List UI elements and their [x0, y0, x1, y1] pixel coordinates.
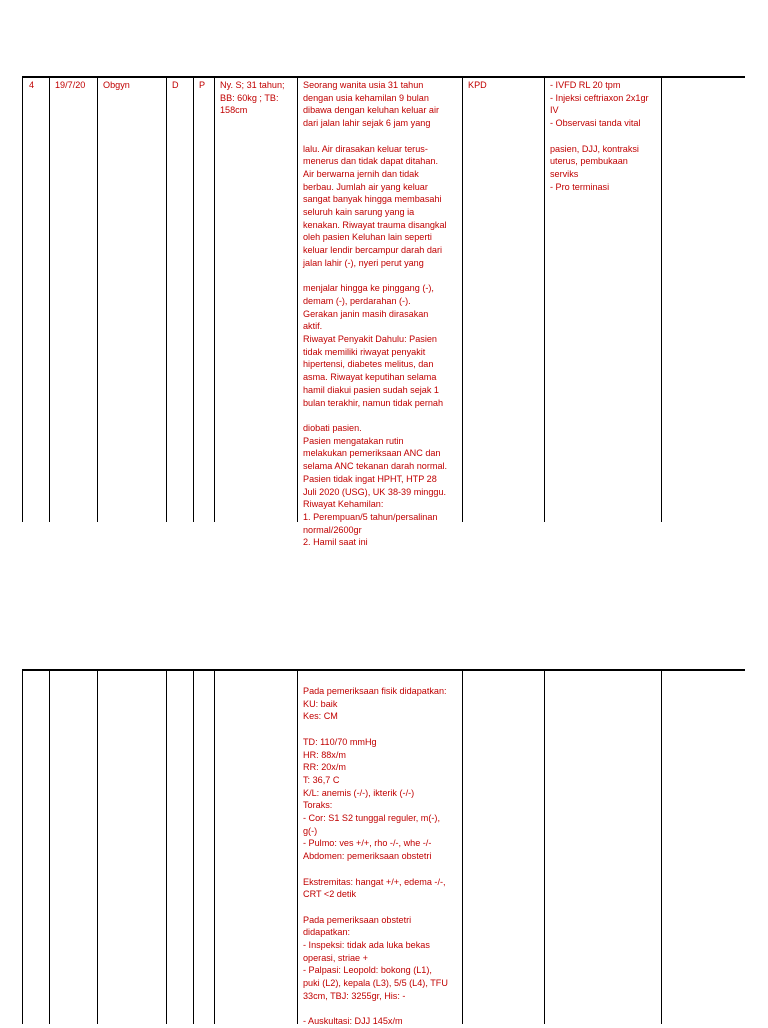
column-divider — [193, 669, 194, 1024]
column-divider — [97, 669, 98, 1024]
department-cell: Obgyn — [103, 80, 130, 90]
column-divider — [544, 76, 545, 522]
physical-exam-cell: Pada pemeriksaan fisik didapatkan: KU: baik Kes: CM TD: 110/70 mmHg HR: 88x/m RR: 20x/m T: 36,7 C K/L: anemis (-/-), ikterik (-/-) Toraks: - Cor: S1 S2 tunggal reguler, m(-), g(-) - Pulmo: ves +/+, rho -/-, whe -/- Abdomen: pemeriksaan obstetri Ekstremitas: hangat +/+, edema -/-, CRT <2 detik Pada pemeriksaan obstetri didapatkan: - Inspeksi: tidak ada luka bekas operasi, striae + - Palpasi: Leopold: bokong (L1), puki (L2), kepala (L3), 5/5 (L4), TFU 33cm, TBJ: 3255gr, His: - - Auskultasi: DJJ 145x/m — [303, 686, 448, 1027]
diagnosis-cell: KPD — [468, 80, 487, 90]
column-divider — [297, 76, 298, 522]
column-divider — [97, 76, 98, 522]
column-divider — [661, 669, 662, 1024]
anamnesis-cell: Seorang wanita usia 31 tahun dengan usia kehamilan 9 bulan dibawa dengan keluhan keluar air dari jalan lahir sejak 6 jam yang lalu. Air dirasakan keluar terus- menerus dan tidak dapat ditahan. Air berwarna jernih dan tidak berbau. Jumlah air yang keluar sangat banyak hingga membasahi seluruh kain sarung yang ia kenakan. Riwayat trauma disangkal oleh pasien Keluhan lain seperti keluar lendir bercampur darah dari jalan lahir (-), nyeri perut yang menjalar hingga ke pinggang (-), demam (-), perdarahan (-). Gerakan janin masih dirasakan aktif. Riwayat Penyakit Dahulu: Pasien tidak memiliki riwayat penyakit hipertensi, diabetes melitus, dan asma. Riwayat keputihan selama hamil diakui pasien sudah sejak 1 bulan terakhir, namun tidak pernah diobati pasien. Pasien mengatakan rutin melakukan pemeriksaan ANC dan selama ANC tekanan darah normal. Pasien tidak ingat HPHT, HTP 28 Juli 2020 (USG), UK 38-39 minggu. Riwayat Kehamilan: 1. Perempuan/5 tahun/persalinan normal/2600gr 2. Hamil saat ini — [303, 80, 448, 548]
patient-identity-cell: Ny. S; 31 tahun; BB: 60kg ; TB: 158cm — [220, 80, 285, 116]
table-row-continuation — [0, 669, 768, 1027]
column-divider — [49, 76, 50, 522]
column-divider — [22, 76, 23, 522]
column-divider — [544, 669, 545, 1024]
column-divider — [462, 76, 463, 522]
column-divider — [22, 669, 23, 1024]
table-top-border — [22, 76, 745, 78]
table-top-border — [22, 669, 745, 671]
table-row-4 — [0, 76, 768, 548]
d-cell: D — [172, 80, 179, 90]
column-divider — [462, 669, 463, 1024]
column-divider — [661, 76, 662, 522]
column-divider — [214, 76, 215, 522]
column-divider — [214, 669, 215, 1024]
p-cell: P — [199, 80, 206, 90]
column-divider — [166, 76, 167, 522]
plan-cell: - IVFD RL 20 tpm - Injeksi ceftriaxon 2x1gr IV - Observasi tanda vital pasien, DJJ, kontraksi uterus, pembukaan serviks - Pro terminasi — [550, 80, 649, 192]
column-divider — [166, 669, 167, 1024]
row-number: 4 — [29, 80, 35, 90]
column-divider — [297, 669, 298, 1024]
column-divider — [49, 669, 50, 1024]
date-cell: 19/7/20 — [55, 80, 86, 90]
column-divider — [193, 76, 194, 522]
